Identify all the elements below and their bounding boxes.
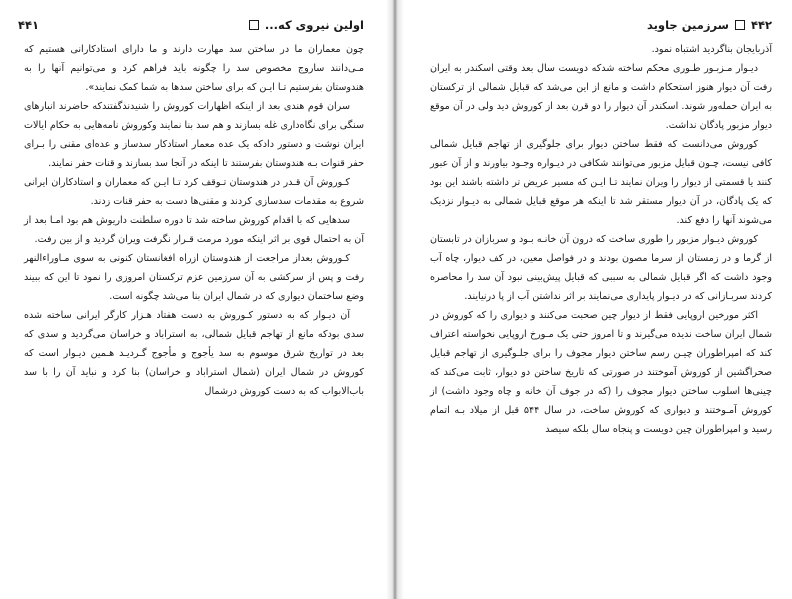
book-gutter <box>386 0 404 599</box>
paragraph: سدهایی که با اقدام کوروش ساخته شد تا دوره سلطنت داریوش هم بود امـا بعد از آن به احتمال قوی بر اثر اینکه مورد مرمت قـرار نگرفت ویران گردید و از بین رفت. <box>24 215 364 245</box>
right-page-body <box>430 40 772 439</box>
left-page-number: ۴۴۱ <box>18 18 40 32</box>
right-page-header <box>426 16 772 34</box>
paragraph: آن دیـوار که به دستور کـوروش به دست هفتاد هـزار کارگر ایرانی ساخته شده سدی بودکه مانع از تهاجم قبایل شمالی، به استراباد و خراسان می‌گردید و سدی که بعد در تواریخ شرق موسوم به سد یأجوج و مأجوج گـردیـد هـمین دیـوار است که کوروش در شمال ایران (شمال استراباد و خراسان) بنا کرد و نباید آن را با سد باب‌الابواب که به دست کوروش درشمال <box>24 310 364 397</box>
paragraph: کوروش می‌دانست که فقط ساختن دیوار برای جلوگیری از تهاجم قبایل شمالی کافی نیست، چـون قبایل مزبور می‌توانند شکافی در دیـواره وجـود بیاورند و از آن عبور کنند یا قسمتی از دیوار را ویران نمایند تـا ایـن که مسیر عریض تر داشته باشند این بود که یک پادگان، در آن دیوار مستقر شد تا اینکه هر موقع قبایل شمالی به دیـوار نزدیک می‌شوند آنها را دفع کند. <box>430 139 772 226</box>
right-running-title: سرزمین جاوید <box>646 18 729 32</box>
square-marker-icon <box>735 20 745 30</box>
paragraph: چون معماران ما در ساختن سد مهارت دارند و ما دارای استادکارانی هستیم که مـی‌دانند ساروج مخصوص سد را چگونه باید فراهم کرد و می‌توانیم آنها را به هندوستان بفرستیم تـا ایـن که برای ساختن سدها به شما کمک نمایند». <box>24 44 364 93</box>
paragraph: دیـوار مـزبـور طـوری محکم ساخته شدکه دویست سال بعد وقتی اسکندر به ایران رفت آن دیوار هنوز استحکام داشت و مانع از این می‌شد که قبایل شمالی از ترکستان به ایران حمله‌ور شوند. اسکندر آن دیوار را دو قرن بعد از کوروش دید ولی در آن موقع دیوار مزبور پادگان نداشت. <box>430 63 772 131</box>
left-page-body <box>24 40 364 401</box>
paragraph: کوروش دیـوار مزبور را طوری ساخت که درون آن خانـه بـود و سربازان در تابستان از گرما و در زمستان از سرما مصون بودند و در فواصل معین، در کف دیوار، چاه آب وجود داشت که اگر قبایل شمالی به سببی که قبایل پیش‌بینی نبود آن سد را محاصره کردند سربـازانی که در دیـوار پایداری می‌نمایند بر اثر نداشتن آب از پا درنیایند. <box>430 234 772 302</box>
paragraph: اکثر مورخین اروپایی فقط از دیوار چین صحبت می‌کنند و دیواری را که کوروش در شمال ایران ساخت ندیده می‌گیرند و تا امروز حتی یک مـورخ اروپایی نخواسته اعتراف کند که امپراطوران چیـن رسم ساختن دیوار مجوف را برای جلـوگیری از تهاجم قبایل صحراگشین از کوروش آموختند در صورتی که تاریخ ساختن دو دیوار، ثابت می‌کند که چینی‌ها اسلوب ساختن دیوار مجوف را (که در جوف آن خانه و چاه وجود داشت) از کوروش آمـوختند و دیواری که کوروش ساخت، در سال ۵۴۴ قبل از میلاد بـه اتمام رسید و امپراطوران چین دویست و پنجاه سال بلکه سیصد <box>430 310 772 435</box>
left-page-header <box>18 16 364 34</box>
paragraph: کـوروش بعداز مراجعت از هندوستان ازراه افغانستان کنونی به سوی مـاوراءالنهر رفت و پس از سرکشی به آن سرزمین عزم ترکستان امروزی را نمود تا این که ببیند وضع ساختمان دیواری که در شمال ایران بنا می‌شد چگونه است. <box>24 253 364 302</box>
left-running-title: اولین نیروی که... <box>264 18 364 32</box>
right-page-number: ۴۴۲ <box>750 18 772 32</box>
paragraph: سران قوم هندی بعد از اینکه اظهارات کوروش را شنیدندگفتندکه حاضرند انبارهای سنگی برای نگاه‌داری غله بسازند و هم سد بنا نمایند وکوروش نامه‌هایی به حکام ایالات ایران نوشت و دستور دادکه یک عده معمار استادکار سدساز و عده‌ای مقنی را بـرای حفر قنوات بـه هندوستان بفرستند تا اینکه در آنجا سد بسازند و قنات حفر نمایند. <box>24 101 364 169</box>
right-page <box>404 0 792 599</box>
square-marker-icon <box>249 20 259 30</box>
paragraph: کـوروش آن قـدر در هندوستان تـوقف کرد تـا ایـن که معماران و استادکاران ایرانی شروع به مقدمات سدسازی کردند و مقنی‌ها دست به حفر قنات زدند. <box>24 177 364 207</box>
left-page <box>0 0 386 599</box>
paragraph: آذربایجان بناگردید اشتباه نمود. <box>651 44 772 55</box>
